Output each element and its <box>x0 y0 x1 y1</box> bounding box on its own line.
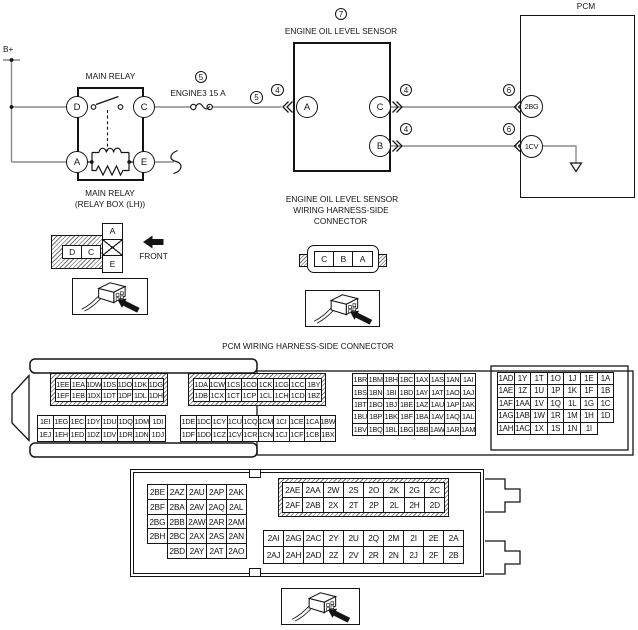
pin-cell-1ae: 1AE <box>497 384 515 398</box>
pin-row <box>55 378 164 390</box>
pcm-pin-block-lower-left <box>147 484 246 558</box>
pcm-lower-connector-clips <box>485 479 520 574</box>
pin-cell-1dv: 1DV <box>101 428 118 442</box>
pcm-pin-block-t1 <box>50 373 168 406</box>
pin-cell-1ed: 1ED <box>69 428 86 442</box>
pin-row <box>352 385 475 397</box>
pin-cell-2ad: 2AD <box>303 546 324 564</box>
pin-cell-1dp: 1DP <box>118 391 132 401</box>
pin-cell-1r: 1R <box>547 409 565 423</box>
pin-cell-2az: 2AZ <box>167 484 188 500</box>
pin-cell-1a: 1A <box>597 372 615 386</box>
pin-cell-2ba: 2BA <box>167 499 188 515</box>
pin-cell-1bx: 1BX <box>320 428 337 442</box>
pin-cell-1dz: 1DZ <box>85 428 102 442</box>
sensor-harness-connector <box>307 245 379 273</box>
pin-cell-d: D <box>62 245 82 259</box>
main-relay-title: MAIN RELAY <box>85 71 136 81</box>
pin-cell-1ag: 1AG <box>497 409 515 423</box>
pin-cell-1ee: 1EE <box>56 379 70 389</box>
pin-cell-2bd: 2BD <box>167 543 188 559</box>
pin-cell-1f: 1F <box>580 384 598 398</box>
pin-cell-1ca: 1CA <box>304 415 321 429</box>
pin-cell-1aa: 1AA <box>514 397 532 411</box>
pin-cell-2bh: 2BH <box>147 528 168 544</box>
callout-4-b: 4 <box>400 123 413 136</box>
pin-cell-1bh: 1BH <box>383 373 400 387</box>
pin-cell-1bs: 1BS <box>352 385 369 399</box>
pin-cell-1ak: 1AK <box>460 398 477 412</box>
sensor-terminal-a: A <box>296 96 318 118</box>
pin-cell-2m: 2M <box>383 530 404 548</box>
pin-row <box>147 484 246 499</box>
pin-cell-1ao: 1AO <box>444 385 461 399</box>
pin-cell-2i: 2I <box>403 530 424 548</box>
pin-row <box>37 428 166 441</box>
pin-cell-1bt: 1BT <box>352 398 369 412</box>
pin-cell-2u: 2U <box>343 530 364 548</box>
pin-row <box>180 415 335 428</box>
pcm-connector-title: PCM WIRING HARNESS-SIDE CONNECTOR <box>222 341 394 351</box>
relay-terminal-d: D <box>66 96 88 118</box>
pin-cell-2bb: 2BB <box>167 514 188 530</box>
pin-cell-1ap: 1AP <box>444 398 461 412</box>
pin-cell-1bf: 1BF <box>398 410 415 424</box>
pin-cell-a: A <box>109 226 116 237</box>
pcm-pin-block-lower-rt <box>278 478 449 517</box>
pin-cell-2ai: 2AI <box>263 530 284 548</box>
pin-cell-1dy: 1DY <box>85 415 102 429</box>
pin-cell-1cb: 1CB <box>304 428 321 442</box>
pin-row <box>147 528 246 543</box>
sensor-terminal-b: B <box>369 135 391 157</box>
pin-cell-2ao: 2AO <box>226 543 247 559</box>
pin-cell-2ar: 2AR <box>206 514 227 530</box>
pin-cell-2ax: 2AX <box>186 528 207 544</box>
pin-row <box>147 499 246 514</box>
relay-connector-title-line1: MAIN RELAY <box>85 187 135 198</box>
pin-cell-1ds: 1DS <box>102 379 116 389</box>
pin-cell-1cw: 1CW <box>209 379 225 389</box>
pin-cell-1bq: 1BQ <box>367 423 384 437</box>
pin-cell-2d: 2D <box>424 497 445 513</box>
pin-cell-1bj: 1BJ <box>383 398 400 412</box>
pin-cell-1y: 1Y <box>514 372 532 386</box>
pin-cell-1z: 1Z <box>514 384 532 398</box>
pin-row <box>282 482 444 497</box>
pin-cell-2s: 2S <box>343 482 364 498</box>
pin-cell-1b: 1B <box>597 384 615 398</box>
pin-cell-2b: 2B <box>443 546 464 564</box>
relay-connector-photo-box <box>72 278 148 315</box>
pin-cell-2o: 2O <box>363 482 384 498</box>
pin-row <box>55 389 164 401</box>
pin-row <box>263 546 463 563</box>
pin-cell-1cn: 1CN <box>258 428 275 442</box>
pcm-title: PCM <box>576 1 596 11</box>
pin-cell-1g: 1G <box>580 397 598 411</box>
pin-cell-c: C <box>314 251 334 267</box>
pin-cell-1ef: 1EF <box>56 391 70 401</box>
pin-row <box>497 372 613 385</box>
pin-cell-1aw: 1AW <box>429 423 446 437</box>
pin-cell-1am: 1AM <box>460 423 477 437</box>
pin-row <box>147 514 246 529</box>
pin-row <box>193 389 322 401</box>
pin-cell-1al: 1AL <box>460 410 477 424</box>
pin-row <box>193 378 322 390</box>
pin-cell-2w: 2W <box>323 482 344 498</box>
pin-grid <box>193 378 322 402</box>
crossed-cell <box>103 239 122 255</box>
pin-cell-2bf: 2BF <box>147 499 168 515</box>
pin-cell-1at: 1AT <box>429 385 446 399</box>
pin-cell-2au: 2AU <box>186 484 207 500</box>
pin-cell-1cl: 1CL <box>257 389 274 402</box>
sensor-terminal-c: C <box>369 96 391 118</box>
pin-cell-1e: 1E <box>580 372 598 386</box>
connector-latch-right <box>378 254 387 267</box>
pin-cell-1br: 1BR <box>352 373 369 387</box>
pin-cell-1dl: 1DL <box>134 391 147 401</box>
pin-cell-1an: 1AN <box>444 373 461 387</box>
pin-cell-1q: 1Q <box>547 397 565 411</box>
pin-cell-a: A <box>352 251 372 267</box>
pin-cell-1co: 1CO <box>242 379 257 389</box>
pin-cell-1ba: 1BA <box>414 410 431 424</box>
pin-row <box>37 415 166 428</box>
pin-cell-2ae: 2AE <box>282 482 303 498</box>
pin-cell-2x: 2X <box>323 497 344 513</box>
pin-cell-2ab: 2AB <box>302 497 323 513</box>
pin-cell-1ck: 1CK <box>258 379 273 389</box>
pin-cell-2k: 2K <box>383 482 404 498</box>
pin-cell-1do: 1DO <box>117 379 132 389</box>
connector-latch-left <box>299 254 308 267</box>
pin-row <box>62 245 100 258</box>
pin-cell-1t: 1T <box>530 372 548 386</box>
front-direction-arrow-icon <box>143 236 164 249</box>
sensor-title: ENGINE OIL LEVEL SENSOR <box>284 26 398 36</box>
pin-cell-1ah: 1AH <box>497 422 515 436</box>
pin-cell-1w: 1W <box>530 409 548 423</box>
pin-cell-1ad: 1AD <box>497 372 515 386</box>
pin-cell-1af: 1AF <box>497 397 515 411</box>
pin-cell-2r: 2R <box>363 546 384 564</box>
pcm-pin-block-r1 <box>352 373 475 435</box>
pin-cell-1ei: 1EI <box>37 415 54 429</box>
connector-3d-icon <box>306 291 379 326</box>
pin-cell-2n: 2N <box>383 546 404 564</box>
pin-cell-1da: 1DA <box>194 379 208 389</box>
pin-cell-2ag: 2AG <box>283 530 304 548</box>
pin-cell-2av: 2AV <box>186 499 207 515</box>
pin-cell-1d: 1D <box>597 409 615 423</box>
pin-cell-1cr: 1CR <box>242 428 259 442</box>
battery-positive-label: B+ <box>3 43 14 54</box>
pin-cell-1cy: 1CY <box>211 415 228 429</box>
pin-row <box>352 398 475 410</box>
pin-cell-1dt: 1DT <box>102 391 116 401</box>
pin-cell-1h: 1H <box>580 409 598 423</box>
callout-5-fuse: 5 <box>195 71 208 84</box>
pin-cell-1dm: 1DM <box>133 415 150 429</box>
pin-cell-1u: 1U <box>530 384 548 398</box>
pin-cell-1i: 1I <box>580 422 598 436</box>
pin-grid <box>282 482 444 512</box>
pin-cell-2a: 2A <box>443 530 464 548</box>
relay-terminal-c: C <box>133 96 155 118</box>
pin-cell-2f: 2F <box>423 546 444 564</box>
pcm-connector-photo-box <box>281 588 360 625</box>
pin-cell-1be: 1BE <box>398 398 415 412</box>
pin-cell-1du: 1DU <box>101 415 118 429</box>
pin-cell-1dj: 1DJ <box>149 428 166 442</box>
pin-cell-1ar: 1AR <box>444 423 461 437</box>
pin-row <box>263 530 463 547</box>
pin-cell-2h: 2H <box>404 497 425 513</box>
pin-cell-1ab: 1AB <box>514 409 532 423</box>
pin-cell-1av: 1AV <box>429 410 446 424</box>
callout-4-c: 4 <box>400 84 413 97</box>
pin-grid <box>55 378 164 402</box>
housing-notch-bottom <box>249 568 261 576</box>
pin-cell-2j: 2J <box>403 546 424 564</box>
pin-cell-2z: 2Z <box>323 546 344 564</box>
relay-pin-row <box>62 245 100 258</box>
callout-4-a: 4 <box>271 84 284 97</box>
pin-cell-2be: 2BE <box>147 484 168 500</box>
pin-cell-2t: 2T <box>343 497 364 513</box>
pin-cell-1ci: 1CI <box>273 415 290 429</box>
pcm-terminal-2bg: 2BG <box>520 95 543 118</box>
pin-cell-1k: 1K <box>563 384 581 398</box>
pin-cell-1au: 1AU <box>429 398 446 412</box>
sensor-connector-title-line1: ENGINE OIL LEVEL SENSOR <box>285 194 399 204</box>
pin-cell-2y: 2Y <box>323 530 344 548</box>
pin-cell-1dh: 1DH <box>148 391 163 401</box>
pin-cell-1cs: 1CS <box>226 379 240 389</box>
pin-cell-1n: 1N <box>563 422 581 436</box>
pin-cell-1bk: 1BK <box>383 410 400 424</box>
pin-cell-2as: 2AS <box>206 528 227 544</box>
pin-cell-1dk: 1DK <box>133 379 147 389</box>
pin-cell-1dn: 1DN <box>133 428 150 442</box>
pin-cell-1cf: 1CF <box>289 428 306 442</box>
pin-cell-1ce: 1CE <box>289 415 306 429</box>
sensor-connector-title-line2: WIRING HARNESS-SIDE <box>293 205 389 215</box>
sensor-pin-row <box>314 251 372 265</box>
pin-cell-1eg: 1EG <box>53 415 70 429</box>
pin-cell-1s: 1S <box>547 422 565 436</box>
pin-cell-1bv: 1BV <box>352 423 369 437</box>
pin-row <box>352 373 475 385</box>
pin-cell-1ai: 1AI <box>460 373 477 387</box>
pin-cell-1bp: 1BP <box>367 410 384 424</box>
pcm-pin-block-lower-rb <box>263 530 463 563</box>
pin-cell-1by: 1BY <box>305 378 322 391</box>
pin-row <box>180 428 335 441</box>
relay-connector-title-line2: (RELAY BOX (LH)) <box>74 199 146 209</box>
pin-cell-1ac: 1AC <box>514 422 532 436</box>
front-label: FRONT <box>139 250 168 261</box>
pin-cell-1c: 1C <box>597 397 615 411</box>
pin-cell-1cv: 1CV <box>227 428 244 442</box>
pin-cell-2ay: 2AY <box>186 543 207 559</box>
pin-cell-1dg: 1DG <box>148 379 163 389</box>
pin-cell-b: B <box>333 251 353 267</box>
pin-cell-1bo: 1BO <box>367 398 384 412</box>
pin-cell-2ah: 2AH <box>283 546 304 564</box>
pin-cell-1ch: 1CH <box>274 391 289 401</box>
pin-cell-1x: 1X <box>530 422 548 436</box>
pin-cell-1di: 1DI <box>149 415 166 429</box>
pin-cell-1m: 1M <box>563 409 581 423</box>
pin-cell-2e: 2E <box>423 530 444 548</box>
pin-cell-2aj: 2AJ <box>263 546 284 564</box>
pin-cell-1cp: 1CP <box>242 391 257 401</box>
pin-cell-1o: 1O <box>547 372 565 386</box>
pin-row <box>314 251 372 265</box>
pin-row <box>352 423 475 435</box>
pin-cell-1bg: 1BG <box>398 423 415 437</box>
pin-cell-1df: 1DF <box>180 428 197 442</box>
relay-pin-column <box>102 223 123 273</box>
pin-row <box>282 497 444 512</box>
pin-cell-1ay: 1AY <box>414 385 431 399</box>
pin-cell-1dd: 1DD <box>196 428 213 442</box>
callout-5-wire: 5 <box>250 91 263 104</box>
pin-cell-1ej: 1EJ <box>37 428 54 442</box>
pin-cell-1bu: 1BU <box>352 410 369 424</box>
pin-cell-1bl: 1BL <box>383 423 400 437</box>
callout-6-bottom: 6 <box>503 123 516 136</box>
pin-cell-2v: 2V <box>343 546 364 564</box>
pin-cell-1ec: 1EC <box>69 415 86 429</box>
pin-cell-1l: 1L <box>563 397 581 411</box>
pin-cell-2ac: 2AC <box>303 530 324 548</box>
sensor-connector-photo-box <box>305 290 380 327</box>
pin-row <box>497 409 613 422</box>
pin-cell-1bc: 1BC <box>398 373 415 387</box>
pin-cell-1v: 1V <box>530 397 548 411</box>
pin-cell-1cd: 1CD <box>290 391 305 401</box>
pin-cell-1as: 1AS <box>429 373 446 387</box>
pin-cell-2aq: 2AQ <box>206 499 227 515</box>
pin-cell-1cm: 1CM <box>258 415 275 429</box>
pin-cell-1bd: 1BD <box>398 385 415 399</box>
pin-row <box>497 422 613 435</box>
pin-cell-1cz: 1CZ <box>211 428 228 442</box>
pin-cell-1cj: 1CJ <box>273 428 290 442</box>
pin-cell-1bn: 1BN <box>367 385 384 399</box>
pin-cell-2aw: 2AW <box>186 514 207 530</box>
pin-cell-1eb: 1EB <box>71 391 85 401</box>
pin-cell-2an: 2AN <box>226 528 247 544</box>
pin-cell-2c: 2C <box>424 482 445 498</box>
pin-cell-1j: 1J <box>563 372 581 386</box>
pin-cell-2ak: 2AK <box>226 484 247 500</box>
pin-cell-1bb: 1BB <box>414 423 431 437</box>
pcm-terminal-1cv: 1CV <box>520 135 543 158</box>
pin-cell-1cx: 1CX <box>210 391 224 401</box>
pin-cell-1cg: 1CG <box>274 379 289 389</box>
pin-row <box>497 384 613 397</box>
pin-cell-1ax: 1AX <box>414 373 431 387</box>
callout-6-top: 6 <box>503 84 516 97</box>
pin-cell-e: E <box>103 255 122 271</box>
pin-row <box>352 410 475 422</box>
sensor-connector-title-line3: CONNECTOR <box>313 216 368 226</box>
pin-cell-2p: 2P <box>363 497 384 513</box>
pin-cell-1dc: 1DC <box>196 415 213 429</box>
pin-cell-1dr: 1DR <box>117 428 134 442</box>
pin-cell-2bg: 2BG <box>147 514 168 530</box>
pcm-pin-block-b2 <box>180 415 335 440</box>
pin-cell-1p: 1P <box>547 384 565 398</box>
pin-cell-c: C <box>81 245 101 259</box>
pin-cell-1cu: 1CU <box>227 415 244 429</box>
pin-cell-2at: 2AT <box>206 543 227 559</box>
pin-cell-1de: 1DE <box>180 415 197 429</box>
pin-cell-2g: 2G <box>404 482 425 498</box>
pin-cell-2l: 2L <box>383 497 404 513</box>
relay-terminal-a: A <box>66 151 88 173</box>
pin-cell-1eh: 1EH <box>53 428 70 442</box>
pin-cell-1db: 1DB <box>194 391 208 401</box>
connector-3d-icon <box>282 589 359 624</box>
pin-row <box>147 543 246 558</box>
pin-cell-1dx: 1DX <box>87 391 101 401</box>
pin-cell-1bz: 1BZ <box>305 389 322 402</box>
pin-cell-1bi: 1BI <box>383 385 400 399</box>
pin-cell-1cc: 1CC <box>290 379 305 389</box>
pin-cell-2q: 2Q <box>363 530 384 548</box>
pin-cell-2af: 2AF <box>282 497 303 513</box>
pin-cell-1bw: 1BW <box>320 415 337 429</box>
pin-cell-1dw: 1DW <box>86 379 102 389</box>
pin-cell-1aj: 1AJ <box>460 385 477 399</box>
pcm-pin-block-r2 <box>497 372 613 435</box>
pin-cell-1aq: 1AQ <box>444 410 461 424</box>
pin-cell-1ea: 1EA <box>71 379 85 389</box>
pin-cell-2al: 2AL <box>226 499 247 515</box>
pin-row <box>497 397 613 410</box>
pin-cell-1dq: 1DQ <box>117 415 134 429</box>
pin-cell-2aa: 2AA <box>302 482 323 498</box>
pin-cell-2am: 2AM <box>226 514 247 530</box>
relay-terminal-e: E <box>133 151 155 173</box>
pcm-pin-block-b1 <box>37 415 166 440</box>
pcm-pin-block-t2 <box>188 373 326 406</box>
housing-notch-top <box>249 470 261 478</box>
fuse-label: ENGINE3 15 A <box>170 88 226 98</box>
pin-cell-2ap: 2AP <box>206 484 227 500</box>
callout-7: 7 <box>335 8 348 21</box>
pin-cell-1bm: 1BM <box>367 373 384 387</box>
connector-3d-icon <box>73 279 147 314</box>
pin-cell-2bc: 2BC <box>167 528 188 544</box>
pin-cell-1az: 1AZ <box>414 398 431 412</box>
pin-cell-1cq: 1CQ <box>242 415 259 429</box>
pin-cell-1ct: 1CT <box>225 389 242 402</box>
